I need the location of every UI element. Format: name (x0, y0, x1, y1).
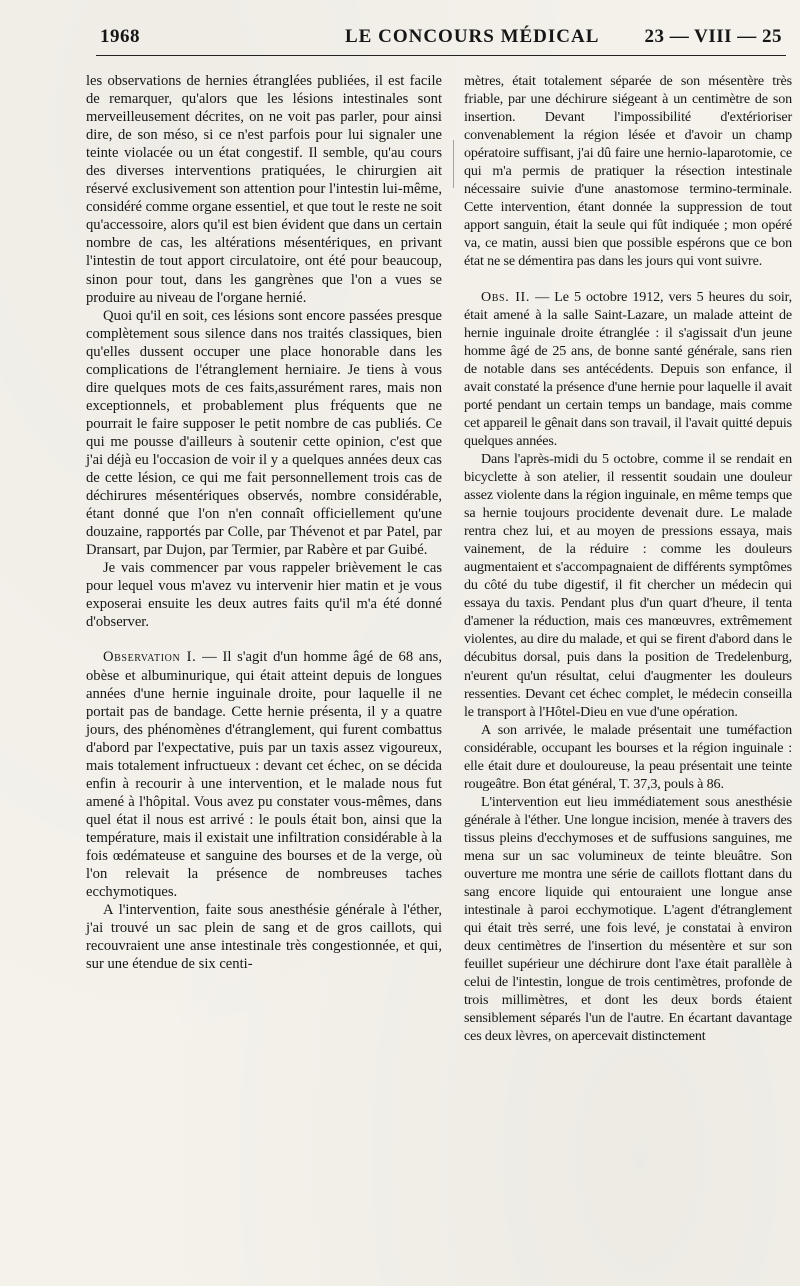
observation-2 (464, 288, 792, 450)
column-divider (453, 140, 454, 188)
header-rule (96, 55, 786, 56)
observation-label: Observation I. (103, 649, 197, 666)
left-column (86, 72, 442, 973)
paragraph: Quoi qu'il en soit, ces lésions sont encore passées presque complètement sous silence dans nos traités classiques, bien qu'elles dussent occuper une place honorable dans les complications de l'étranglement herniaire. Je tiens à vous dire quelques mots de ces faits,assurément rares, mais non exceptionnels, et probablement plus fréquents que ne pourrait le faire supposer le petit nombre de cas publiés. Ce qui me pousse d'ailleurs à soutenir cette opinion, c'est que j'ai déjà eu l'occasion de voir il y a quelques années deux cas de cette lésion, ce qui me fait personnellement trois cas de déchirures mésentériques observés, nombre considérable, étant donné que l'on n'en connaît officiellement qu'une douzaine, rapportés par Colle, par Thévenot et par Patel, par Dransart, par Dujon, par Termier, par Rabère et par Guibé. (86, 307, 442, 559)
page-header (100, 26, 782, 54)
observation-label: Obs. II. (481, 288, 530, 305)
observation-text: — Il s'agit d'un homme âgé de 68 ans, obèse et albuminurique, qui était atteint depuis de longues années d'une hernie inguinale droite, pour laquelle il ne portait pas de bandage. Cette hernie présenta, il y a quatre jours, des phénomènes d'étranglement, qui furent combattus d'abord par l'expectative, puis par un taxis assez vigoureux, mais totalement infructueux : devant cet échec, on se décida enfin à recourir à une intervention, et le malade nous fut amené à l'hôpital. Vous avez pu constater vous-mêmes, dans quel état il nous est arrivé : le pouls était bon, ainsi que la température, mais il existait une infiltration considérable à la fois œdémateuse et sanguine des bourses et de la verge, où l'on relevait la présence de nombreuses taches ecchymotiques. (86, 649, 442, 901)
page-number: 1968 (100, 26, 140, 47)
observation-text: — Le 5 octobre 1912, vers 5 heures du soir, était amené à la salle Saint-Lazare, un malade atteint de hernie inguinale droite étranglée : il s'agissait d'un jeune homme âgé de 25 ans, de bonne santé générale, sans rien de notable dans ses antécédents. Depuis son enfance, il avait constaté la présence d'une hernie pour laquelle il avait porté pendant un certain temps un bandage, mais comme cet appareil le gênait dans son travail, il l'avait quitté depuis quelques années. (464, 288, 792, 449)
paragraph: Je vais commencer par vous rappeler brièvement le cas pour lequel vous m'avez vu intervenir hier matin et je vous exposerai ensuite les deux autres faits qu'il m'a été donné d'observer. (86, 560, 442, 631)
paragraph: A son arrivée, le malade présentait une tuméfaction considérable, occupant les bourses et la région inguinale : elle était dure et douloureuse, la peau présentait une teinte rougeâtre. Bon état général, T. 37,3, pouls à 86. (464, 721, 792, 792)
observation-1 (86, 648, 442, 901)
paragraph: A l'intervention, faite sous anesthésie générale à l'éther, j'ai trouvé un sac plein de sang et de gros caillots, qui recouvraient une anse intestinale très congestionnée, et qui, sur une étendue de six centi- (86, 902, 442, 973)
paragraph: L'intervention eut lieu immédiatement sous anesthésie générale à l'éther. Une longue incision, menée à travers des tissus pleins d'ecchymoses et de suffusions sanguines, me mena sur un sac volumineux de teinte bleuâtre. Son ouverture me montra une série de caillots flottant dans du sang encore liquide qui entouraient une longue anse intestinale à paroi ecchymotique. L'agent d'étranglement qui était très serré, une fois levé, je constatai à environ deux centimètres de l'insertion du mésentère et sur son feuillet supérieur une déchirure dont l'axe était parallèle à celui de l'intestin, longue de trois centimètres, profonde de trois millimètres, et dont les deux bords étaient sensiblement séparés l'un de l'autre. En écartant davantage ces deux lèvres, on apercevait distinctement (464, 793, 792, 1045)
paragraph: Dans l'après-midi du 5 octobre, comme il se rendait en bicyclette à son atelier, il ressentit soudain une douleur assez violente dans la région inguinale, en même temps que sa hernie toujours procidente devenait dure. Le malade rentra chez lui, et au moyen de pressions essaya, mais vainement, de la réduire : comme les douleurs augmentaient et s'accompagnaient de différents symptômes du côté du tube digestif, il fit chercher un médecin qui essaya du taxis. Pendant plus d'un quart d'heure, il tenta d'amener la réduction, mais ces manœuvres, extrêmement violentes, au dire du malade, et qui se firent d'abord dans le décubitus dorsal, puis dans la position de Tredelenburg, n'eurent qu'un résultat, celui d'augmenter les douleurs ressenties. Devant cet échec complet, le médecin conseilla le transport à l'Hôtel-Dieu en vue d'une opération. (464, 450, 792, 720)
journal-title: LE CONCOURS MÉDICAL (345, 26, 600, 47)
paragraph: les observations de hernies étranglées publiées, il est facile de remarquer, qu'alors que les lésions intestinales sont merveilleusement décrites, on ne voit pas parler, pour ainsi dire, de son méso, si ce n'est parfois pour lui signaler une teinte violacée ou un état congestif. Il semble, qu'au cours des diverses interventions pratiquées, le chirurgien ait réservé exclusivement son attention pour l'intestin lui-même, considéré comme organe essentiel, et que tout le reste ne soit qu'accessoire, alors qu'il est bien évident que dans un certain nombre de cas, les altérations mésentériques, en privant l'intestin de tout apport circulatoire, ont été pour beaucoup, sinon pour tout, dans les gangrènes que l'on a vues se produire au niveau de l'organe hernié. (86, 73, 442, 306)
paragraph: mètres, était totalement séparée de son mésentère très friable, par une déchirure siégeant à un centimètre de son insertion. Devant l'impossibilité d'extérioriser convenablement la région lésée et d'avoir un champ opératoire suffisant, j'ai dû faire une hernio-laparotomie, ce qui m'a permis de pratiquer la résection intestinale nécessaire suivie d'une anastomose termino-terminale. Cette intervention, étant donnée la suppression de tout apport sanguin, était la seule qui fût indiquée ; mon opéré va, ce matin, aussi bien que possible espérons que ce bon état ne se démentira pas dans les jours qui vont suivre. (464, 73, 792, 270)
right-column (464, 72, 792, 1045)
issue-reference: 23 — VIII — 25 (644, 26, 782, 47)
